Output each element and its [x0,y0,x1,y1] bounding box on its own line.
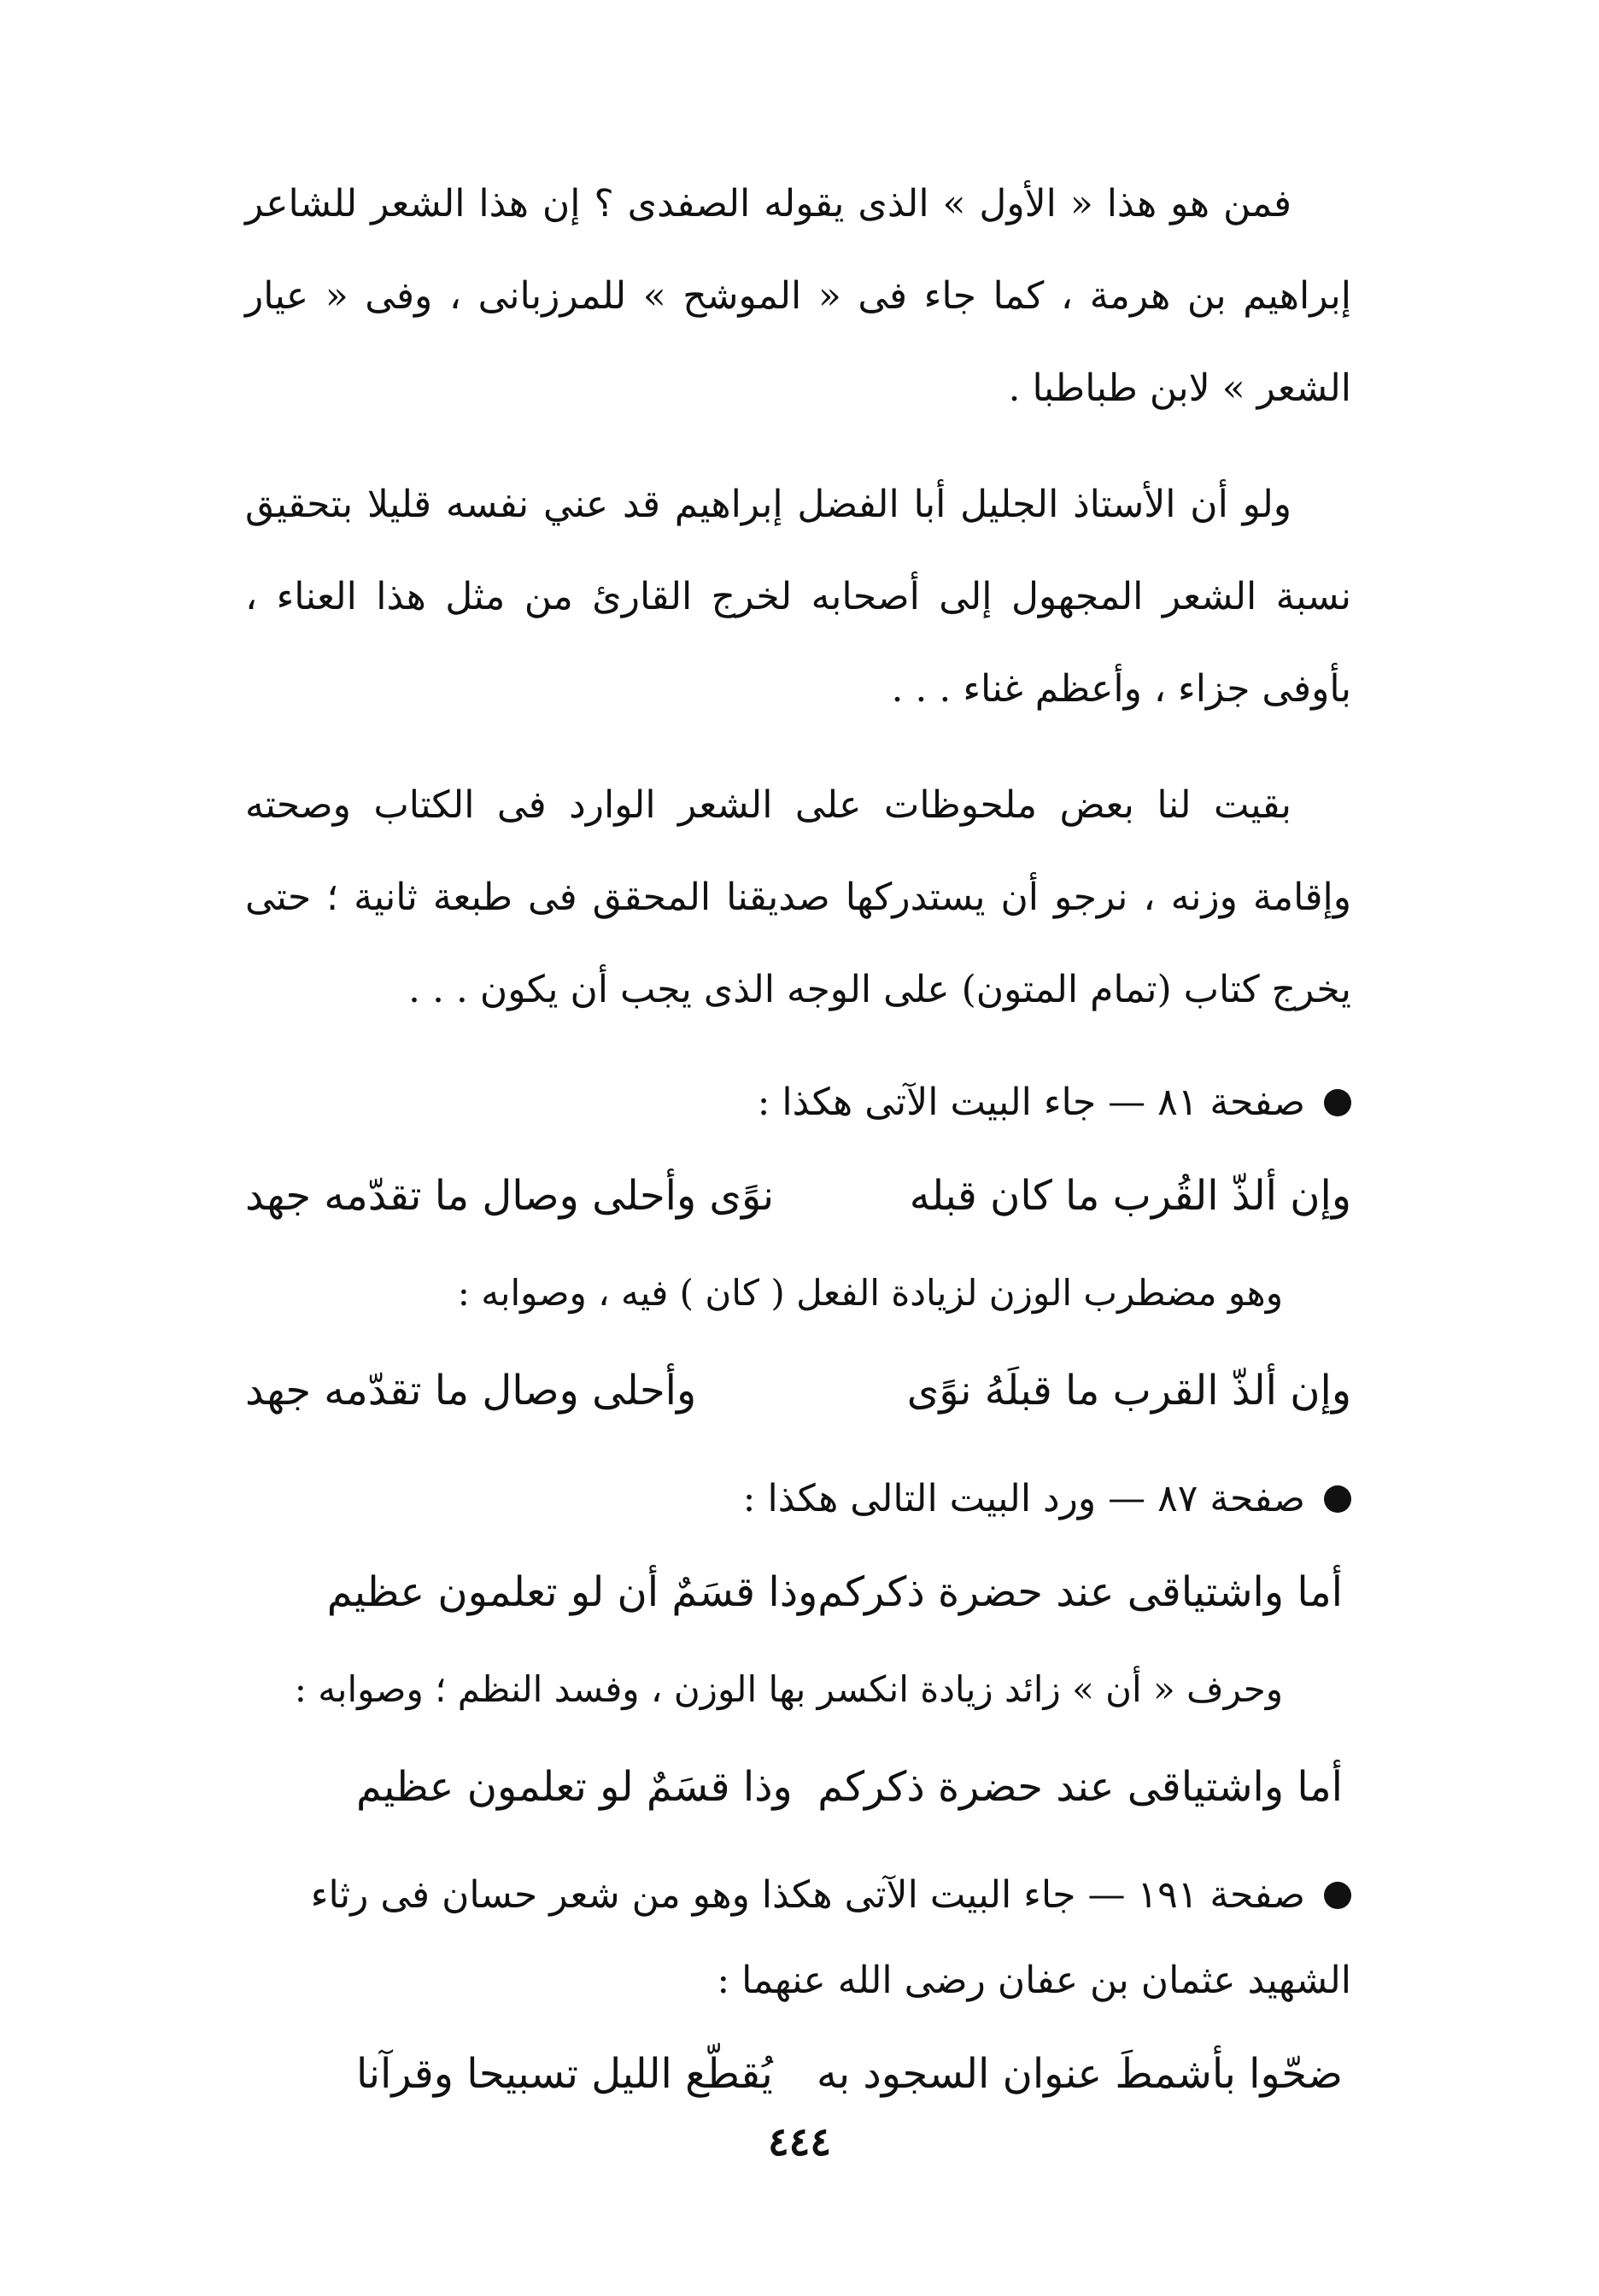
verse-first-hemistich: وإن ألذّ القرب ما قبلَهُ نوًى [906,1367,1351,1414]
text-column [245,158,1351,2124]
verse-original [245,1145,1351,1246]
paragraph-3-text: بقيت لنا بعض ملحوظات على الشعر الوارد فى الكتاب وصحته وإقامة وزنه ، نرجو أن يستدركها صديقنا المحقق فى طبعة ثانية ؛ حتى يخرج كتاب (تمام المتون) على الوجه الذى يجب أن يكون . . . [245,783,1351,1011]
verse-first-hemistich: ضحّوا بأشمطَ عنوان السجود به [817,2050,1343,2098]
verse-corrected [245,1340,1351,1441]
note-heading-continuation: الشهيد عثمان بن عفان رضى الله عنهما : [717,1959,1351,2002]
bullet-icon [1324,1485,1351,1513]
bullet-icon [1324,1089,1351,1116]
paragraph-2-text: ولو أن الأستاذ الجليل أبا الفضل إبراهيم قد عني نفسه قليلا بتحقيق نسبة الشعر المجهول إلى أصحابه لخرج القارئ من مثل هذا العناء ، بأوفى جزاء ، وأعظم غناء . . . [245,483,1351,711]
note-heading-page-81 [245,1060,1351,1145]
verse-second-hemistich: نوًى وأحلى وصال ما تقدّمه جهد [245,1172,775,1220]
verse-original [245,2024,1351,2124]
verse-second-hemistich: وذا قسَمٌ لو تعلمون عظيم [356,1763,793,1811]
verse-first-hemistich: أما واشتياقى عند حضرة ذكركم [817,1568,1343,1616]
verse-second-hemistich: يُقطّع الليل تسبيحا وقرآنا [356,2050,773,2098]
note-heading-page-87 [245,1456,1351,1542]
bullet-icon [1324,1882,1351,1909]
verse-second-hemistich: وأحلى وصال ما تقدّمه جهد [245,1367,697,1414]
paragraph-1 [245,158,1351,435]
paragraph-2 [245,459,1351,735]
verse-first-hemistich: أما واشتياقى عند حضرة ذكركم [817,1763,1343,1811]
note-comment: وهو مضطرب الوزن لزيادة الفعل ( كان ) فيه ، وصوابه : [457,1272,1283,1314]
verse-original [245,1542,1351,1643]
page-number: ٤٤٤ [767,2118,832,2164]
verse-second-hemistich: وذا قسَمٌ أن لو تعلمون عظيم [326,1568,818,1616]
verse-corrected [245,1737,1351,1837]
verse-first-hemistich: وإن ألذّ القُرب ما كان قبله [909,1172,1351,1220]
note-heading-text: صفحة ٨٧ — ورد البيت التالى هكذا : [742,1477,1305,1520]
note-heading-text: صفحة ١٩١ — جاء البيت الآتى هكذا وهو من شعر حسان فى رثاء [310,1873,1305,1917]
paragraph-1-text: فمن هو هذا « الأول » الذى يقوله الصفدى ؟ إن هذا الشعر للشاعر إبراهيم بن هرمة ، كما جاء فى « الموشح » للمرزبانى ، وفى « عيار الشعر » لابن طباطبا . [245,182,1351,410]
note-heading-text: صفحة ٨١ — جاء البيت الآتى هكذا : [757,1081,1305,1124]
note-heading-page-191 [245,1853,1351,1938]
note-comment: وحرف « أن » زائد زيادة انكسر بها الوزن ، وفسد النظم ؛ وصوابه : [294,1668,1283,1710]
paragraph-3 [245,759,1351,1036]
